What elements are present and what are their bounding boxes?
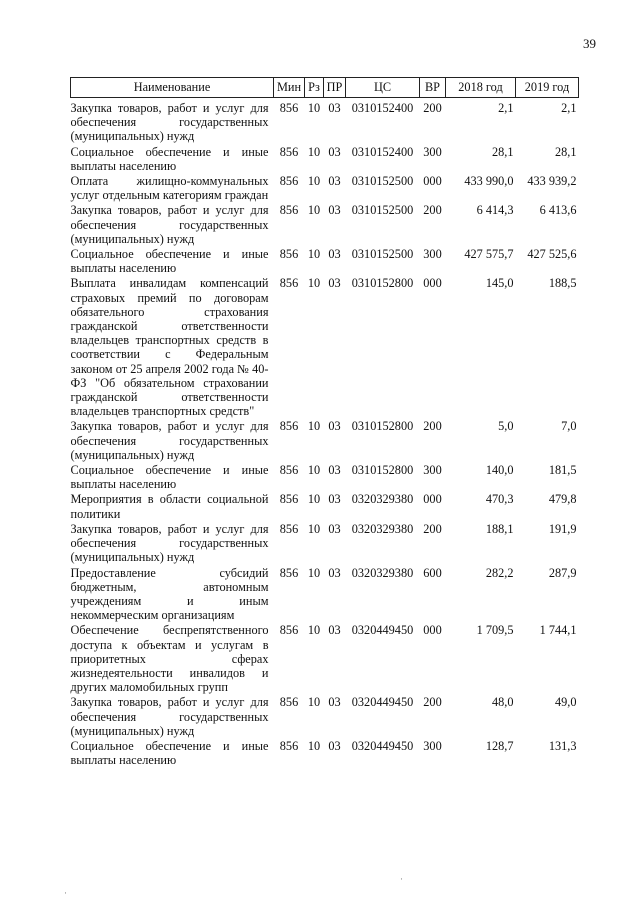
header-rz: Рз <box>305 78 324 98</box>
cell-vr: 200 <box>423 521 442 536</box>
cell-2018: 128,7 <box>485 738 514 753</box>
cell-2019: 2,1 <box>561 101 577 115</box>
cell-2019: 181,5 <box>548 463 577 478</box>
cell-cs: 0320449450 <box>351 738 414 753</box>
cell-vr: 300 <box>423 247 442 262</box>
cell-rz: 10 <box>307 463 321 478</box>
cell-cs: 0310152400 <box>351 101 414 115</box>
cell-name: Социальное обеспечение и иные выплаты населению <box>70 463 269 492</box>
cell-2018: 28,1 <box>491 144 514 159</box>
table-row <box>71 246 579 275</box>
cell-pr: 03 <box>328 521 341 536</box>
cell-rz: 10 <box>307 174 321 189</box>
cell-name: Обеспечение беспрепятственного доступа к объектам и услугам в приоритетных сферах жизнедеятельности инвалидов и других маломобильных групп <box>70 623 269 695</box>
cell-vr: 200 <box>423 101 442 115</box>
cell-vr: 000 <box>423 174 442 189</box>
cell-2019: 131,3 <box>548 738 577 753</box>
cell-min: 856 <box>279 565 299 580</box>
cell-pr: 03 <box>328 247 341 262</box>
cell-rz: 10 <box>307 144 321 159</box>
cell-vr: 000 <box>423 492 442 507</box>
header-cs: ЦС <box>346 78 420 98</box>
cell-2018: 1 709,5 <box>476 623 514 638</box>
cell-pr: 03 <box>328 203 341 218</box>
cell-rz: 10 <box>307 623 321 638</box>
cell-name: Выплата инвалидам компенсаций страховых премий по договорам обязательного страхования гражданской ответственности владельцев транспортных средств в соответствии с Федеральным законом от 25 апреля 2002 года № 40-ФЗ "Об обязательном страховании гражданской ответственности владельцев транспортных средств" <box>70 276 269 419</box>
cell-2018: 282,2 <box>485 565 514 580</box>
table-row <box>71 202 579 246</box>
cell-2019: 7,0 <box>561 419 577 434</box>
header-name: Наименование <box>71 78 274 98</box>
cell-name: Предоставление субсидий бюджетным, автономным учреждениям и иным некоммерческим организациям <box>70 565 269 623</box>
cell-min: 856 <box>279 623 299 638</box>
header-vr: ВР <box>420 78 446 98</box>
cell-pr: 03 <box>328 276 341 291</box>
scan-artifact: · <box>64 888 67 898</box>
cell-vr: 200 <box>423 203 442 218</box>
cell-2019: 287,9 <box>548 565 577 580</box>
cell-min: 856 <box>279 144 299 159</box>
header-2019: 2019 год <box>516 78 579 98</box>
cell-rz: 10 <box>307 203 321 218</box>
cell-min: 856 <box>279 695 299 710</box>
header-min: Мин <box>274 78 305 98</box>
cell-2018: 2,1 <box>498 101 514 115</box>
cell-min: 856 <box>279 492 299 507</box>
cell-cs: 0310152500 <box>351 203 414 218</box>
cell-name: Закупка товаров, работ и услуг для обеспечения государственных (муниципальных) нужд <box>70 521 269 565</box>
scan-artifact: · <box>400 874 403 884</box>
cell-vr: 200 <box>423 695 442 710</box>
cell-vr: 200 <box>423 419 442 434</box>
cell-name: Мероприятия в области социальной политики <box>70 492 269 521</box>
cell-min: 856 <box>279 276 299 291</box>
cell-pr: 03 <box>328 144 341 159</box>
cell-cs: 0310152500 <box>351 174 414 189</box>
cell-name: Закупка товаров, работ и услуг для обеспечения государственных (муниципальных) нужд <box>70 203 269 246</box>
cell-2019: 28,1 <box>554 144 577 159</box>
cell-2018: 145,0 <box>485 276 514 291</box>
cell-pr: 03 <box>328 101 341 115</box>
cell-2018: 433 990,0 <box>464 174 514 189</box>
cell-vr: 300 <box>423 144 442 159</box>
cell-pr: 03 <box>328 738 341 753</box>
table-row <box>71 622 579 694</box>
cell-vr: 300 <box>423 463 442 478</box>
cell-min: 856 <box>279 174 299 189</box>
cell-2019: 49,0 <box>554 695 577 710</box>
cell-cs: 0310152400 <box>351 144 414 159</box>
cell-2019: 191,9 <box>548 521 577 536</box>
cell-min: 856 <box>279 419 299 434</box>
cell-min: 856 <box>279 738 299 753</box>
page-number: 39 <box>583 36 596 51</box>
cell-2019: 427 525,6 <box>527 247 577 262</box>
table-row <box>71 462 579 491</box>
cell-cs: 0320329380 <box>351 565 414 580</box>
cell-cs: 0310152800 <box>351 419 414 434</box>
cell-min: 856 <box>279 247 299 262</box>
cell-rz: 10 <box>307 565 321 580</box>
cell-cs: 0310152500 <box>351 247 414 262</box>
cell-rz: 10 <box>307 738 321 753</box>
cell-2018: 6 414,3 <box>476 203 514 218</box>
cell-name: Социальное обеспечение и иные выплаты населению <box>70 738 269 768</box>
cell-pr: 03 <box>328 419 341 434</box>
cell-pr: 03 <box>328 463 341 478</box>
table-row <box>71 275 579 418</box>
cell-vr: 300 <box>423 738 442 753</box>
cell-2018: 427 575,7 <box>464 247 514 262</box>
cell-pr: 03 <box>328 492 341 507</box>
cell-name: Закупка товаров, работ и услуг для обеспечения государственных (муниципальных) нужд <box>70 101 269 144</box>
table-row <box>71 521 579 565</box>
table-row <box>71 491 579 520</box>
cell-2019: 1 744,1 <box>539 623 577 638</box>
cell-cs: 0310152800 <box>351 463 414 478</box>
cell-rz: 10 <box>307 492 321 507</box>
cell-pr: 03 <box>328 623 341 638</box>
cell-2019: 433 939,2 <box>527 174 577 189</box>
cell-2019: 479,8 <box>548 492 577 507</box>
table-row <box>71 173 579 202</box>
header-pr: ПР <box>324 78 346 98</box>
table-header-row <box>71 78 579 98</box>
cell-name: Закупка товаров, работ и услуг для обеспечения государственных (муниципальных) нужд <box>70 695 269 738</box>
cell-2018: 5,0 <box>498 419 514 434</box>
cell-rz: 10 <box>307 695 321 710</box>
cell-cs: 0320329380 <box>351 492 414 507</box>
cell-min: 856 <box>279 521 299 536</box>
table-row <box>71 565 579 623</box>
cell-rz: 10 <box>307 276 321 291</box>
cell-vr: 000 <box>423 623 442 638</box>
cell-cs: 0310152800 <box>351 276 414 291</box>
cell-name: Оплата жилищно-коммунальных услуг отдельным категориям граждан <box>70 174 269 203</box>
cell-min: 856 <box>279 463 299 478</box>
cell-pr: 03 <box>328 695 341 710</box>
cell-2018: 470,3 <box>485 492 514 507</box>
cell-vr: 600 <box>423 565 442 580</box>
cell-2018: 48,0 <box>491 695 514 710</box>
header-2018: 2018 год <box>446 78 516 98</box>
cell-cs: 0320449450 <box>351 623 414 638</box>
cell-rz: 10 <box>307 521 321 536</box>
cell-name: Закупка товаров, работ и услуг для обеспечения государственных (муниципальных) нужд <box>70 419 269 462</box>
cell-cs: 0320329380 <box>351 521 414 536</box>
cell-name: Социальное обеспечение и иные выплаты населению <box>70 247 269 276</box>
cell-2018: 140,0 <box>485 463 514 478</box>
table-row <box>71 418 579 462</box>
cell-cs: 0320449450 <box>351 695 414 710</box>
table-row <box>71 694 579 738</box>
cell-2018: 188,1 <box>485 521 514 536</box>
cell-name: Социальное обеспечение и иные выплаты населению <box>70 144 269 173</box>
table-row <box>71 98 579 144</box>
table-row <box>71 144 579 173</box>
cell-2019: 188,5 <box>548 276 577 291</box>
cell-vr: 000 <box>423 276 442 291</box>
cell-2019: 6 413,6 <box>539 203 577 218</box>
cell-rz: 10 <box>307 101 321 115</box>
cell-pr: 03 <box>328 174 341 189</box>
cell-pr: 03 <box>328 565 341 580</box>
cell-rz: 10 <box>307 419 321 434</box>
cell-min: 856 <box>279 101 299 115</box>
cell-rz: 10 <box>307 247 321 262</box>
budget-table <box>70 77 579 767</box>
cell-min: 856 <box>279 203 299 218</box>
table-body <box>71 98 579 768</box>
table-row <box>71 738 579 767</box>
